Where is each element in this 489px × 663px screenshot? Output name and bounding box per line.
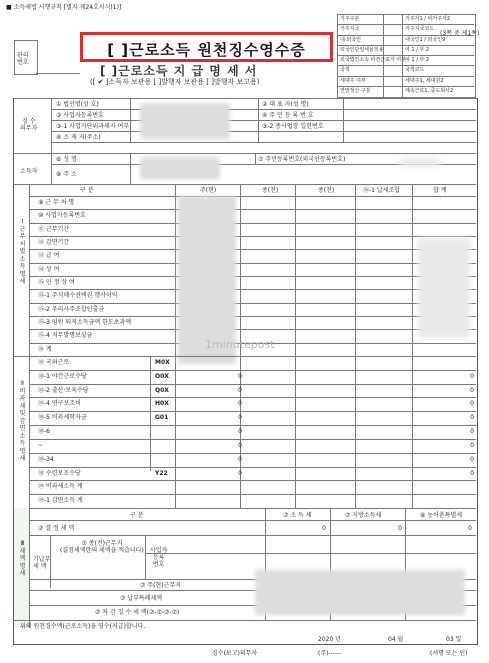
signer-label: 징수(보고)의무자 bbox=[212, 650, 258, 657]
payer-field-bizno: ③ 사업자등록번호 bbox=[56, 112, 104, 119]
section2-total-zero: 0 bbox=[470, 455, 474, 463]
prepaid-tax-label: 기납부 세 액 bbox=[33, 556, 51, 570]
page-info: (3쪽 중 제1쪽) bbox=[440, 30, 480, 37]
section1-col-header: 합 계 bbox=[433, 187, 447, 194]
section3-row-line bbox=[29, 535, 476, 536]
section2-row-code: G01 bbox=[155, 414, 169, 422]
section2-total-zero: 0 bbox=[470, 372, 474, 380]
section1-row-label: ⑫ 감면기간 bbox=[38, 239, 70, 246]
section2-row-line bbox=[29, 467, 476, 468]
section2-current-zero: 0 bbox=[238, 372, 242, 380]
section1-row-label: ⑮-1 주식매수선택권 행사이익 bbox=[38, 292, 118, 300]
earner-field-address: ⑧ 주 소 bbox=[56, 171, 77, 178]
section2-row-code: O0X bbox=[155, 372, 169, 380]
info-value: 국적코드 bbox=[405, 67, 425, 74]
info-value: 거주지국코드 bbox=[405, 26, 434, 33]
footer-month: 04 월 bbox=[388, 636, 404, 643]
manage-number-label: 관리 번호 bbox=[17, 52, 29, 66]
section3-col-header: ⑦ 지방소득세 bbox=[345, 512, 382, 519]
section1-col-header: 종(전) bbox=[318, 187, 335, 194]
section1-col-header: 주(현) bbox=[200, 187, 217, 194]
watermark: 1minutepost bbox=[205, 338, 275, 351]
info-value: 여 1 / 부 2 bbox=[405, 46, 430, 53]
section2-row-line bbox=[29, 439, 476, 440]
bizno-label: 사업자 등록 번호 bbox=[150, 547, 168, 568]
section2-left-line bbox=[29, 356, 30, 508]
section1-row-label: ⑯ 계 bbox=[38, 345, 52, 353]
info-label: 연말정산 구분 bbox=[340, 87, 371, 94]
section3-col-header: ⑧ 농어촌특별세 bbox=[420, 512, 463, 519]
payer-field-branch: ③-2 종사업장 일련번호 bbox=[262, 123, 324, 130]
section1-row-line bbox=[29, 303, 476, 304]
section2-current-zero: 0 bbox=[238, 469, 242, 477]
earner-label: 소득자 bbox=[20, 168, 38, 175]
section2-current-zero: 0 bbox=[238, 428, 242, 436]
redacted-tax-amounts bbox=[255, 570, 465, 615]
section1-col-header: 구 분 bbox=[80, 187, 94, 194]
section3-row-decided: ⑦ 결 정 세 액 bbox=[38, 525, 75, 532]
section1-row-label: ⑮-4 직무발명보상금 bbox=[38, 332, 93, 340]
info-label: 외국인단일세율적용 bbox=[340, 46, 384, 53]
section1-row-line bbox=[29, 263, 476, 264]
report-type-line: ([ ✔ ]소득자 보관용 [ ]발행자 보관용 [ ]발행자 보고용) bbox=[90, 78, 260, 86]
info-label: 거주구분 bbox=[340, 16, 360, 22]
law-reference: ■ 소득세법 시행규칙 [별지 제24호서식(1)] bbox=[6, 4, 122, 11]
section3-tax-zero: 0 bbox=[322, 525, 326, 532]
section1-row-label: ⑮-2 우리사주조합인출금 bbox=[38, 305, 105, 313]
main-form-frame bbox=[13, 98, 478, 645]
payer-label: 징 수 의무자 bbox=[20, 118, 38, 132]
payer-field-rep: ② 대 표 자(성 명) bbox=[262, 101, 309, 108]
section1-row-label: ⑭ 상 여 bbox=[38, 265, 60, 273]
section3-row-prev: ⑦ 종(전)근무지 (결정세액란의 세액을 적습니다) bbox=[60, 540, 144, 554]
redacted-earner bbox=[140, 157, 220, 179]
payer-field-company: ① 법인명(상 호) bbox=[56, 101, 99, 108]
section2-total-zero: 0 bbox=[470, 386, 474, 394]
section2-row-line bbox=[29, 384, 476, 385]
section1-row-line bbox=[29, 329, 476, 330]
signer-name: (주)------ bbox=[318, 650, 342, 657]
info-label: 내·외국인 bbox=[340, 36, 361, 43]
info-label: 국적 bbox=[340, 67, 350, 74]
section2-row-label: ⑱ 수련보조수당 bbox=[38, 469, 81, 477]
section2-current-zero: 0 bbox=[238, 386, 242, 394]
section2-total-zero: 0 bbox=[470, 400, 474, 408]
section2-row-label: ⑱-5 비과세학자금 bbox=[38, 414, 87, 422]
section2-row-line bbox=[29, 370, 476, 371]
section1-header-line bbox=[29, 196, 476, 197]
section2-row-line bbox=[29, 425, 476, 426]
section2-row-line bbox=[29, 453, 476, 454]
section2-row-label: ⑱ 국외근로 bbox=[38, 359, 70, 366]
info-divider bbox=[337, 55, 474, 56]
section2-row-label: ⑱-2 출산·보육수당 bbox=[38, 386, 89, 394]
payer-field-address: ④ 소 재 지(주소) bbox=[56, 134, 101, 141]
section3-row-net: ⑦ 차 감 징 수 세 액(⑦-⑦-⑦-⑦) bbox=[95, 609, 180, 616]
earner-field-name: ⑥ 성 명 bbox=[56, 156, 77, 163]
info-value: 여 1 / 부 2 bbox=[405, 57, 430, 63]
section2-row-code: H0X bbox=[155, 400, 169, 408]
section1-row-line bbox=[29, 223, 476, 224]
info-divider bbox=[337, 45, 474, 46]
section3-row-special: ⑦ 납부특례세액 bbox=[120, 595, 163, 602]
redacted-total-column bbox=[418, 238, 470, 338]
earner-field-rrn: ⑦ 주민등록번호(외국인등록번호) bbox=[258, 156, 346, 163]
title-second: [ ]근로소득 지 급 명 세 서 bbox=[100, 64, 258, 78]
section2-row-code: Y22 bbox=[155, 469, 168, 477]
section1-row-label: ⑮-3 임원 퇴직소득금액 한도초과액 bbox=[38, 319, 132, 326]
sign-hint: (서명 또는 인) bbox=[430, 650, 468, 657]
section1-row-label: ⑨ 근 무 처 명 bbox=[38, 199, 75, 206]
section1-row-label: ⑬ 급 여 bbox=[38, 252, 60, 260]
section3-col-header: ⑦ 소 득 세 bbox=[283, 512, 312, 519]
section2-current-zero: 0 bbox=[238, 400, 242, 408]
info-divider bbox=[337, 86, 474, 87]
section1-col-header: ⑯-1 납세조합 bbox=[363, 187, 401, 194]
payer-field-unit: ③-1 사업자단위과세자 여부 bbox=[56, 123, 130, 130]
section1-row-label: ⑮ 인 정 상 여 bbox=[38, 279, 75, 286]
section1-col-header: 종(전) bbox=[262, 187, 279, 194]
section3-row-line bbox=[145, 553, 476, 554]
section1-row-label: ⑪ 근무기간 bbox=[38, 225, 70, 233]
section2-row-line bbox=[29, 411, 476, 412]
section2-row-label: ~ bbox=[38, 441, 44, 449]
info-value: 내국인1 / 외국인9 bbox=[405, 36, 446, 43]
section2-row-code: M0X bbox=[155, 359, 170, 366]
section2-current-zero: 0 bbox=[238, 414, 242, 422]
info-divider bbox=[337, 76, 474, 77]
section2-row-line bbox=[29, 480, 476, 481]
info-label: 외국법인소속 파견근로자 여부 bbox=[340, 57, 406, 63]
redacted-payer bbox=[140, 103, 230, 139]
section2-row-line bbox=[29, 494, 476, 495]
red-title-highlight bbox=[80, 32, 333, 62]
section2-current-zero: 0 bbox=[238, 455, 242, 463]
payer-field-rrn: ④ 주 민 등 록 번 호 bbox=[262, 112, 314, 119]
section1-row-line bbox=[29, 209, 476, 210]
footer-year: 2020 년 bbox=[318, 636, 341, 643]
section2-total-zero: 0 bbox=[470, 414, 474, 422]
section2-row-label: ⑲ 비과세소득 계 bbox=[38, 483, 83, 491]
section3-row-line bbox=[29, 520, 476, 521]
receipt-statement: 위의 원천징수액(근로소득)을 영수(지급)합니다. bbox=[20, 623, 146, 630]
section2-row-label: ⑱-6 bbox=[38, 428, 50, 436]
section2-row-code: Q0X bbox=[155, 386, 169, 394]
info-value: 세대주1, 세대원2 bbox=[405, 77, 444, 84]
section2-total-zero: 0 bbox=[470, 469, 474, 477]
section2-total-zero: 0 bbox=[470, 441, 474, 449]
section1-row-line bbox=[29, 249, 476, 250]
info-label: 거주지국 bbox=[340, 26, 360, 33]
section3-label: Ⅲ 세액명세 bbox=[19, 540, 26, 577]
section1-label: Ⅰ 근무처별소득명세 bbox=[19, 218, 26, 285]
section2-label: Ⅱ 비과세및감면소득명세 bbox=[19, 380, 26, 462]
section1-row-line bbox=[29, 236, 476, 237]
section3-row-current: ⑦ 주(현)근무지 bbox=[140, 582, 181, 589]
section3-local-zero: 0 bbox=[398, 525, 402, 532]
section2-row-label: ⑲-1 감면소득 계 bbox=[38, 497, 83, 505]
page-title: [ ]근로소득 원천징수영수증 bbox=[107, 41, 306, 59]
section1-row-line bbox=[29, 289, 476, 290]
info-label: 세대주 여부 bbox=[340, 77, 366, 84]
section3-col-header: 구 분 bbox=[130, 512, 144, 519]
info-value: 거주자1 / 비거주자2 bbox=[405, 16, 451, 22]
info-divider bbox=[337, 35, 474, 36]
section2-current-zero: 0 bbox=[238, 441, 242, 449]
section1-row-label: ⑩ 사업자등록번호 bbox=[38, 212, 86, 220]
redacted-earner-rrn bbox=[400, 158, 440, 167]
section2-row-label: ⑱-4 연구보조비 bbox=[38, 400, 81, 408]
section2-row-label: ⑱-34 bbox=[38, 455, 54, 463]
footer-day: 03 일 bbox=[446, 636, 462, 643]
section3-rural-zero: 0 bbox=[468, 525, 472, 532]
info-value: 계속근로1, 중도퇴사2 bbox=[405, 87, 454, 94]
section1-row-line bbox=[29, 316, 476, 317]
section2-total-zero: 0 bbox=[470, 428, 474, 436]
section1-row-line bbox=[29, 276, 476, 277]
section2-row-line bbox=[29, 397, 476, 398]
section2-row-label: ⑱-1 야간근로수당 bbox=[38, 372, 87, 380]
